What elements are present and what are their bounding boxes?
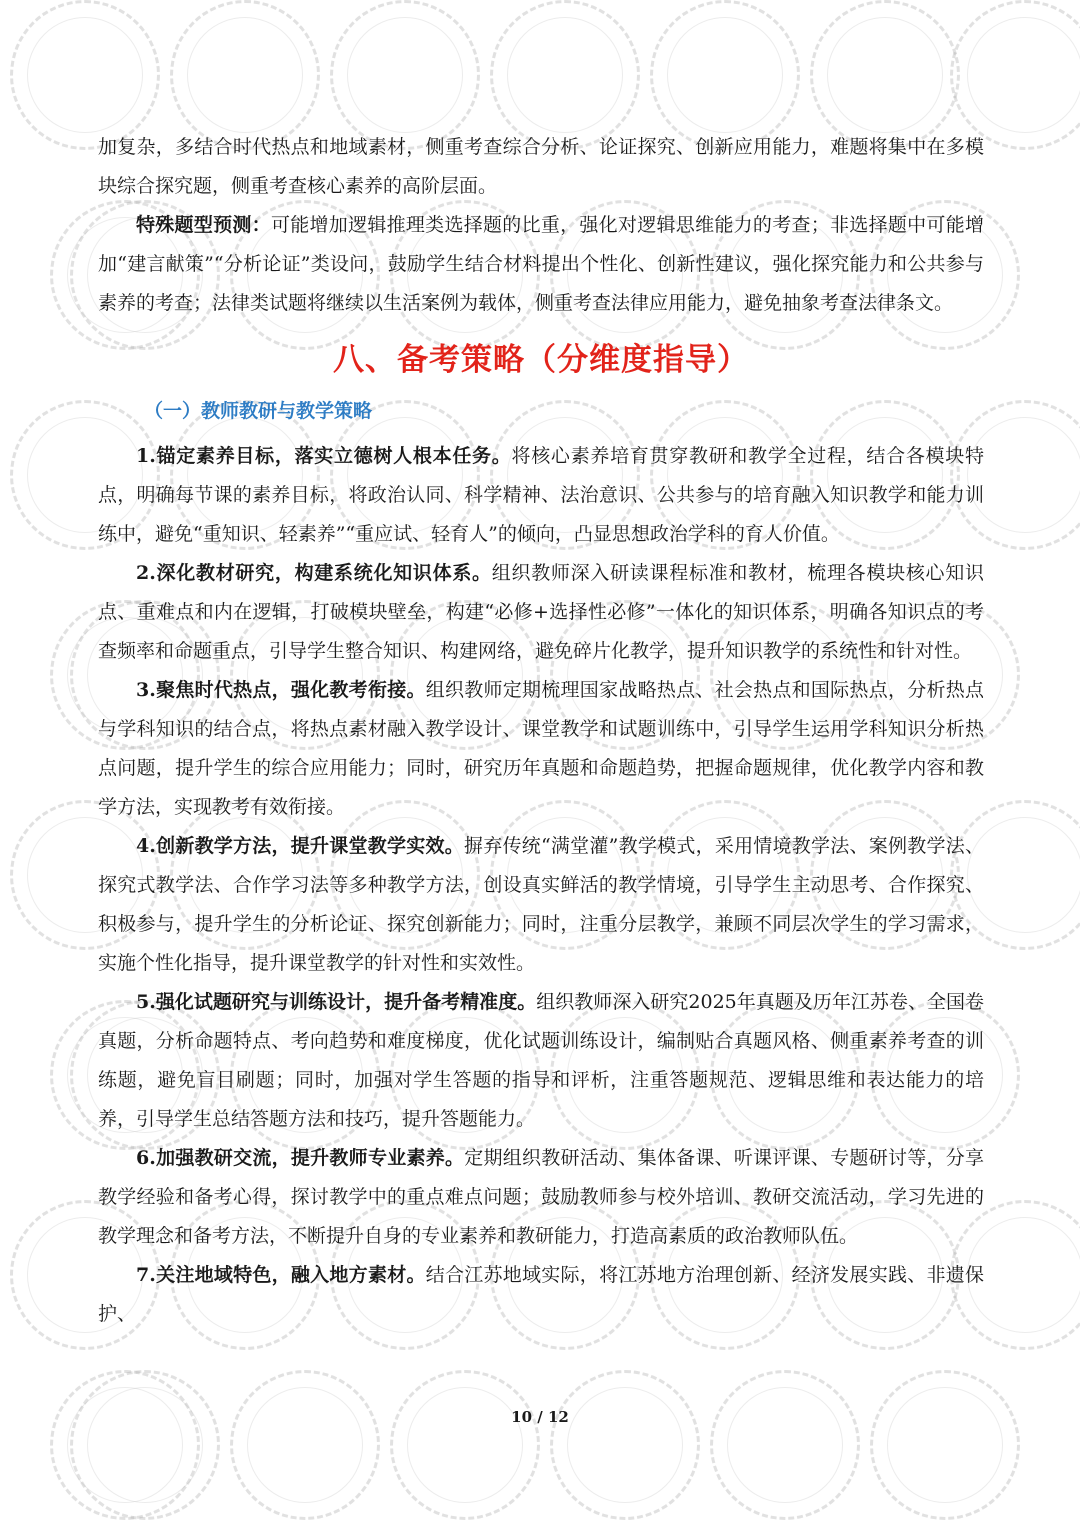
strategy-body: 摒弃传统“满堂灌”教学模式，采用情境教学法、案例教学法、探究式教学法、合作学习法等多种教学方法，创设真实鲜活的教学情境，引导学生主动思考、合作探究、积极参与，提升学生的分析论证、探究创新能力；同时，注重分层教学，兼顾不同层次学生的学习需求，实施个性化指导，提升课堂教学的针对性和实效性。: [98, 835, 984, 974]
strategy-item-4: [98, 827, 984, 983]
strategy-item-6: [98, 1139, 984, 1256]
strategy-lead: 1.锚定素养目标，落实立德树人根本任务。: [136, 445, 512, 467]
strategy-item-2: [98, 554, 984, 671]
strategy-item-3: [98, 671, 984, 827]
strategy-item-1: [98, 437, 984, 554]
paragraph-lead: 特殊题型预测：: [136, 214, 271, 236]
strategy-body: 定期组织教研活动、集体备课、听课评课、专题研讨等，分享教学经验和备考心得，探讨教学中的重点难点问题；鼓励教师参与校外培训、教研交流活动，学习先进的教学理念和备考方法，不断提升自身的专业素养和教研能力，打造高素质的政治教师队伍。: [98, 1147, 984, 1247]
watermark-stamp: [390, 1370, 540, 1520]
strategy-body: 组织教师深入研究2025年真题及历年江苏卷、全国卷真题，分析命题特点、考向趋势和难度梯度，优化试题训练设计，编制贴合真题风格、侧重素养考查的训练题，避免盲目刷题；同时，加强对学生答题的指导和评析，注重答题规范、逻辑思维和表达能力的培养，引导学生总结答题方法和技巧，提升答题能力。: [98, 991, 985, 1130]
document-body: [98, 128, 984, 1334]
strategy-item-7: [98, 1256, 984, 1334]
strategy-body: 结合江苏地域实际，将江苏地方治理创新、经济发展实践、非遗保护、: [98, 1264, 984, 1325]
page-number: 10 / 12: [511, 1408, 569, 1426]
paragraph-special-question-forecast: [98, 206, 984, 323]
subsection-title: （一）教师教研与教学策略: [144, 400, 373, 422]
strategy-lead: 6.加强教研交流，提升教师专业素养。: [136, 1147, 465, 1169]
watermark-stamp: [70, 1370, 220, 1520]
watermark-stamp: [550, 1370, 700, 1520]
paragraph-body: 可能增加逻辑推理类选择题的比重，强化对逻辑思维能力的考查；非选择题中可能增加“建言献策”“分析论证”类设问，鼓励学生结合材料提出个性化、创新性建议，强化探究能力和公共参与素养的考查；法律类试题将继续以生活案例为载体，侧重考查法律应用能力，避免抽象考查法律条文。: [98, 214, 984, 314]
strategy-lead: 2.深化教材研究，构建系统化知识体系。: [136, 562, 492, 584]
strategy-body: 将核心素养培育贯穿教研和教学全过程，结合各模块特点，明确每节课的素养目标，将政治认同、科学精神、法治意识、公共参与的培育融入知识教学和能力训练中，避免“重知识、轻素养”“重应试、轻育人”的倾向，凸显思想政治学科的育人价值。: [98, 445, 984, 545]
watermark-stamp: [870, 1370, 1020, 1520]
paragraph-continuation: 加复杂，多结合时代热点和地域素材，侧重考查综合分析、论证探究、创新应用能力，难题将集中在多模块综合探究题，侧重考查核心素养的高阶层面。: [98, 136, 984, 197]
strategy-body: 组织教师深入研读课程标准和教材，梳理各模块核心知识点、重难点和内在逻辑，打破模块壁垒，构建“必修+选择性必修”一体化的知识体系，明确各知识点的考查频率和命题重点，引导学生整合知识、构建网络，避免碎片化教学，提升知识教学的系统性和针对性。: [98, 562, 984, 662]
strategy-lead: 3.聚焦时代热点，强化教考衔接。: [136, 679, 426, 701]
strategy-lead: 5.强化试题研究与训练设计，提升备考精准度。: [136, 991, 537, 1013]
watermark-stamp: [230, 1370, 380, 1520]
watermark-stamp: [50, 1370, 200, 1520]
strategy-lead: 4.创新教学方法，提升课堂教学实效。: [136, 835, 464, 857]
watermark-stamp: [710, 1370, 860, 1520]
strategy-lead: 7.关注地域特色，融入地方素材。: [136, 1264, 426, 1286]
strategy-item-5: [98, 983, 984, 1139]
strategy-body: 组织教师定期梳理国家战略热点、社会热点和国际热点，分析热点与学科知识的结合点，将热点素材融入教学设计、课堂教学和试题训练中，引导学生运用学科知识分析热点问题，提升学生的综合应用能力；同时，研究历年真题和命题趋势，把握命题规律，优化教学内容和教学方法，实现教考有效衔接。: [98, 679, 984, 818]
section-title: 八、备考策略（分维度指导）: [333, 342, 749, 378]
